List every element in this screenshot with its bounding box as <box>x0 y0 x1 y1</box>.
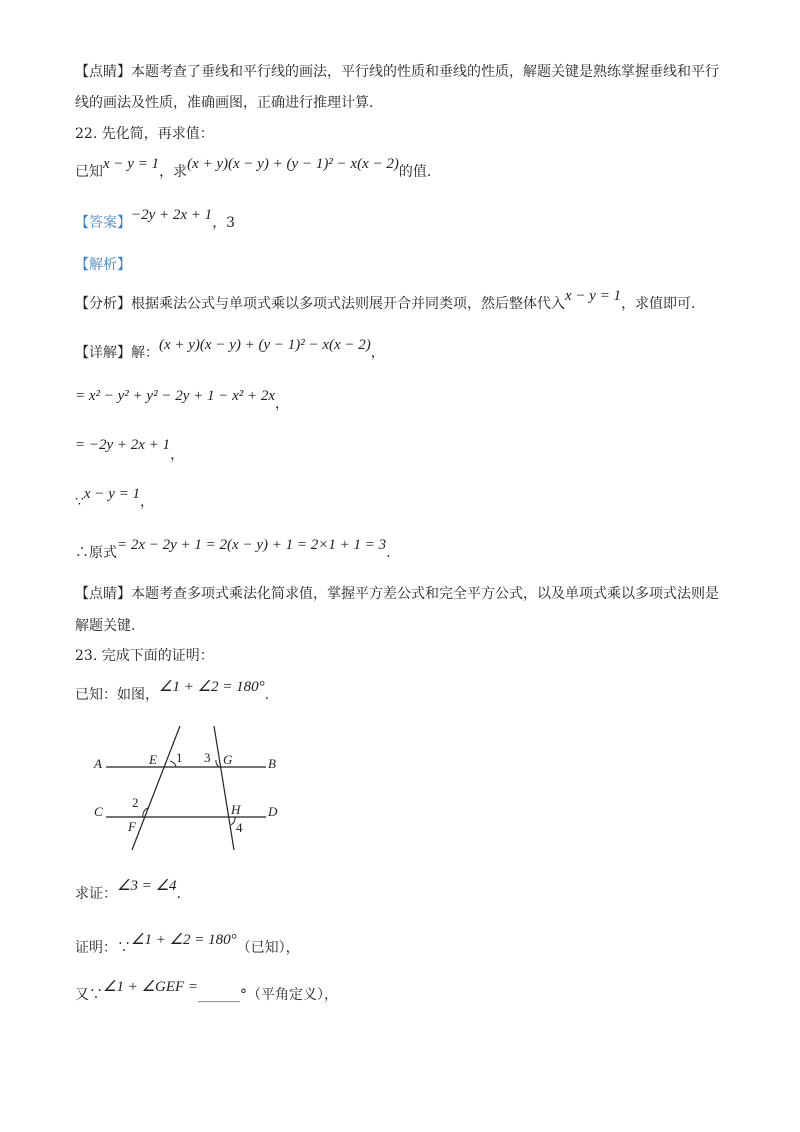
transversal-gh <box>214 726 234 850</box>
label-h: H <box>231 802 241 817</box>
formula: = x² − y² + y² − 2y + 1 − x² + 2x <box>75 388 276 404</box>
transversal-ef <box>132 726 180 850</box>
comment-line: 【点睛】本题考查多项式乘法化简求值，掌握平方差公式和完全平方公式，以及单项式乘以多项式法则是 <box>75 586 719 602</box>
label-g: G <box>223 752 233 767</box>
solution-step: = −2y + 2x + 1， <box>75 437 185 463</box>
analysis-label: 【解析】 <box>75 257 131 273</box>
solution-step: ∴原式= 2x − 2y + 1 = 2(x − y) + 1 = 2×1 + 1 = 3. <box>75 537 391 561</box>
formula: ∠1 + ∠2 = 180° <box>159 679 265 695</box>
answer-label: 【答案】 <box>75 215 131 231</box>
formula: x − y = 1 <box>83 486 140 502</box>
proof-line: 证明：∵∠1 + ∠2 = 180°（已知）， <box>75 932 300 956</box>
formula: (x + y)(x − y) + (y − 1)² − x(x − 2) <box>187 156 399 172</box>
formula: = 2x − 2y + 1 = 2(x − y) + 1 = 2×1 + 1 = 3 <box>117 537 387 553</box>
label-d: D <box>268 804 278 819</box>
comment-line: 【点睛】本题考查了垂线和平行线的画法，平行线的性质和垂线的性质，解题关键是熟练掌握垂线和平行 <box>75 64 719 80</box>
geometry-figure <box>92 722 292 857</box>
label-a: A <box>94 756 102 771</box>
analysis-line: 【分析】根据乘法公式与单项式乘以多项式法则展开合并同类项，然后整体代入x − y = 1，求值即可. <box>75 288 696 312</box>
question-23-title: 23. 完成下面的证明： <box>75 648 214 664</box>
formula: ∠1 + ∠2 = 180° <box>131 932 237 948</box>
prove-line: 求证：∠3 = ∠4. <box>75 878 181 902</box>
label-angle-3: 3 <box>204 750 211 765</box>
label-f: F <box>128 819 136 834</box>
label-c: C <box>94 804 103 819</box>
formula: −2y + 2x + 1 <box>131 207 213 223</box>
label-angle-1: 1 <box>176 750 183 765</box>
label-b: B <box>268 756 276 771</box>
question-22-title: 22. 先化简，再求值： <box>75 126 214 142</box>
formula: x − y = 1 <box>103 156 160 172</box>
formula: ∠3 = ∠4 <box>117 878 177 894</box>
angle-3-arc <box>216 760 219 767</box>
solution-step: = x² − y² + y² − 2y + 1 − x² + 2x， <box>75 388 290 412</box>
given-line: 已知：如图，∠1 + ∠2 = 180°. <box>75 679 270 703</box>
answer-blank[interactable]: ______ <box>198 987 241 1003</box>
label-angle-2: 2 <box>132 795 139 810</box>
proof-line: 又∵∠1 + ∠GEF =______°（平角定义）， <box>75 979 339 1003</box>
solution-line: 【详解】解：(x + y)(x − y) + (y − 1)² − x(x − 2)， <box>75 337 385 361</box>
question-22-condition: 已知x − y = 1，求(x + y)(x − y) + (y − 1)² − x(x − 2)的值. <box>75 156 432 180</box>
label-e: E <box>149 752 157 767</box>
comment-line: 线的画法及性质，准确画图，正确进行推理计算. <box>75 95 374 111</box>
label-angle-4: 4 <box>236 820 243 835</box>
answer-line: 【答案】−2y + 2x + 1，3 <box>75 207 236 231</box>
formula: ∠1 + ∠GEF = <box>103 979 199 995</box>
solution-step: ∵x − y = 1， <box>75 486 154 510</box>
comment-line: 解题关键. <box>75 618 136 634</box>
formula: (x + y)(x − y) + (y − 1)² − x(x − 2) <box>159 337 371 353</box>
formula: = −2y + 2x + 1 <box>75 437 171 453</box>
angle-4-arc <box>231 817 235 825</box>
formula: x − y = 1 <box>565 288 622 304</box>
